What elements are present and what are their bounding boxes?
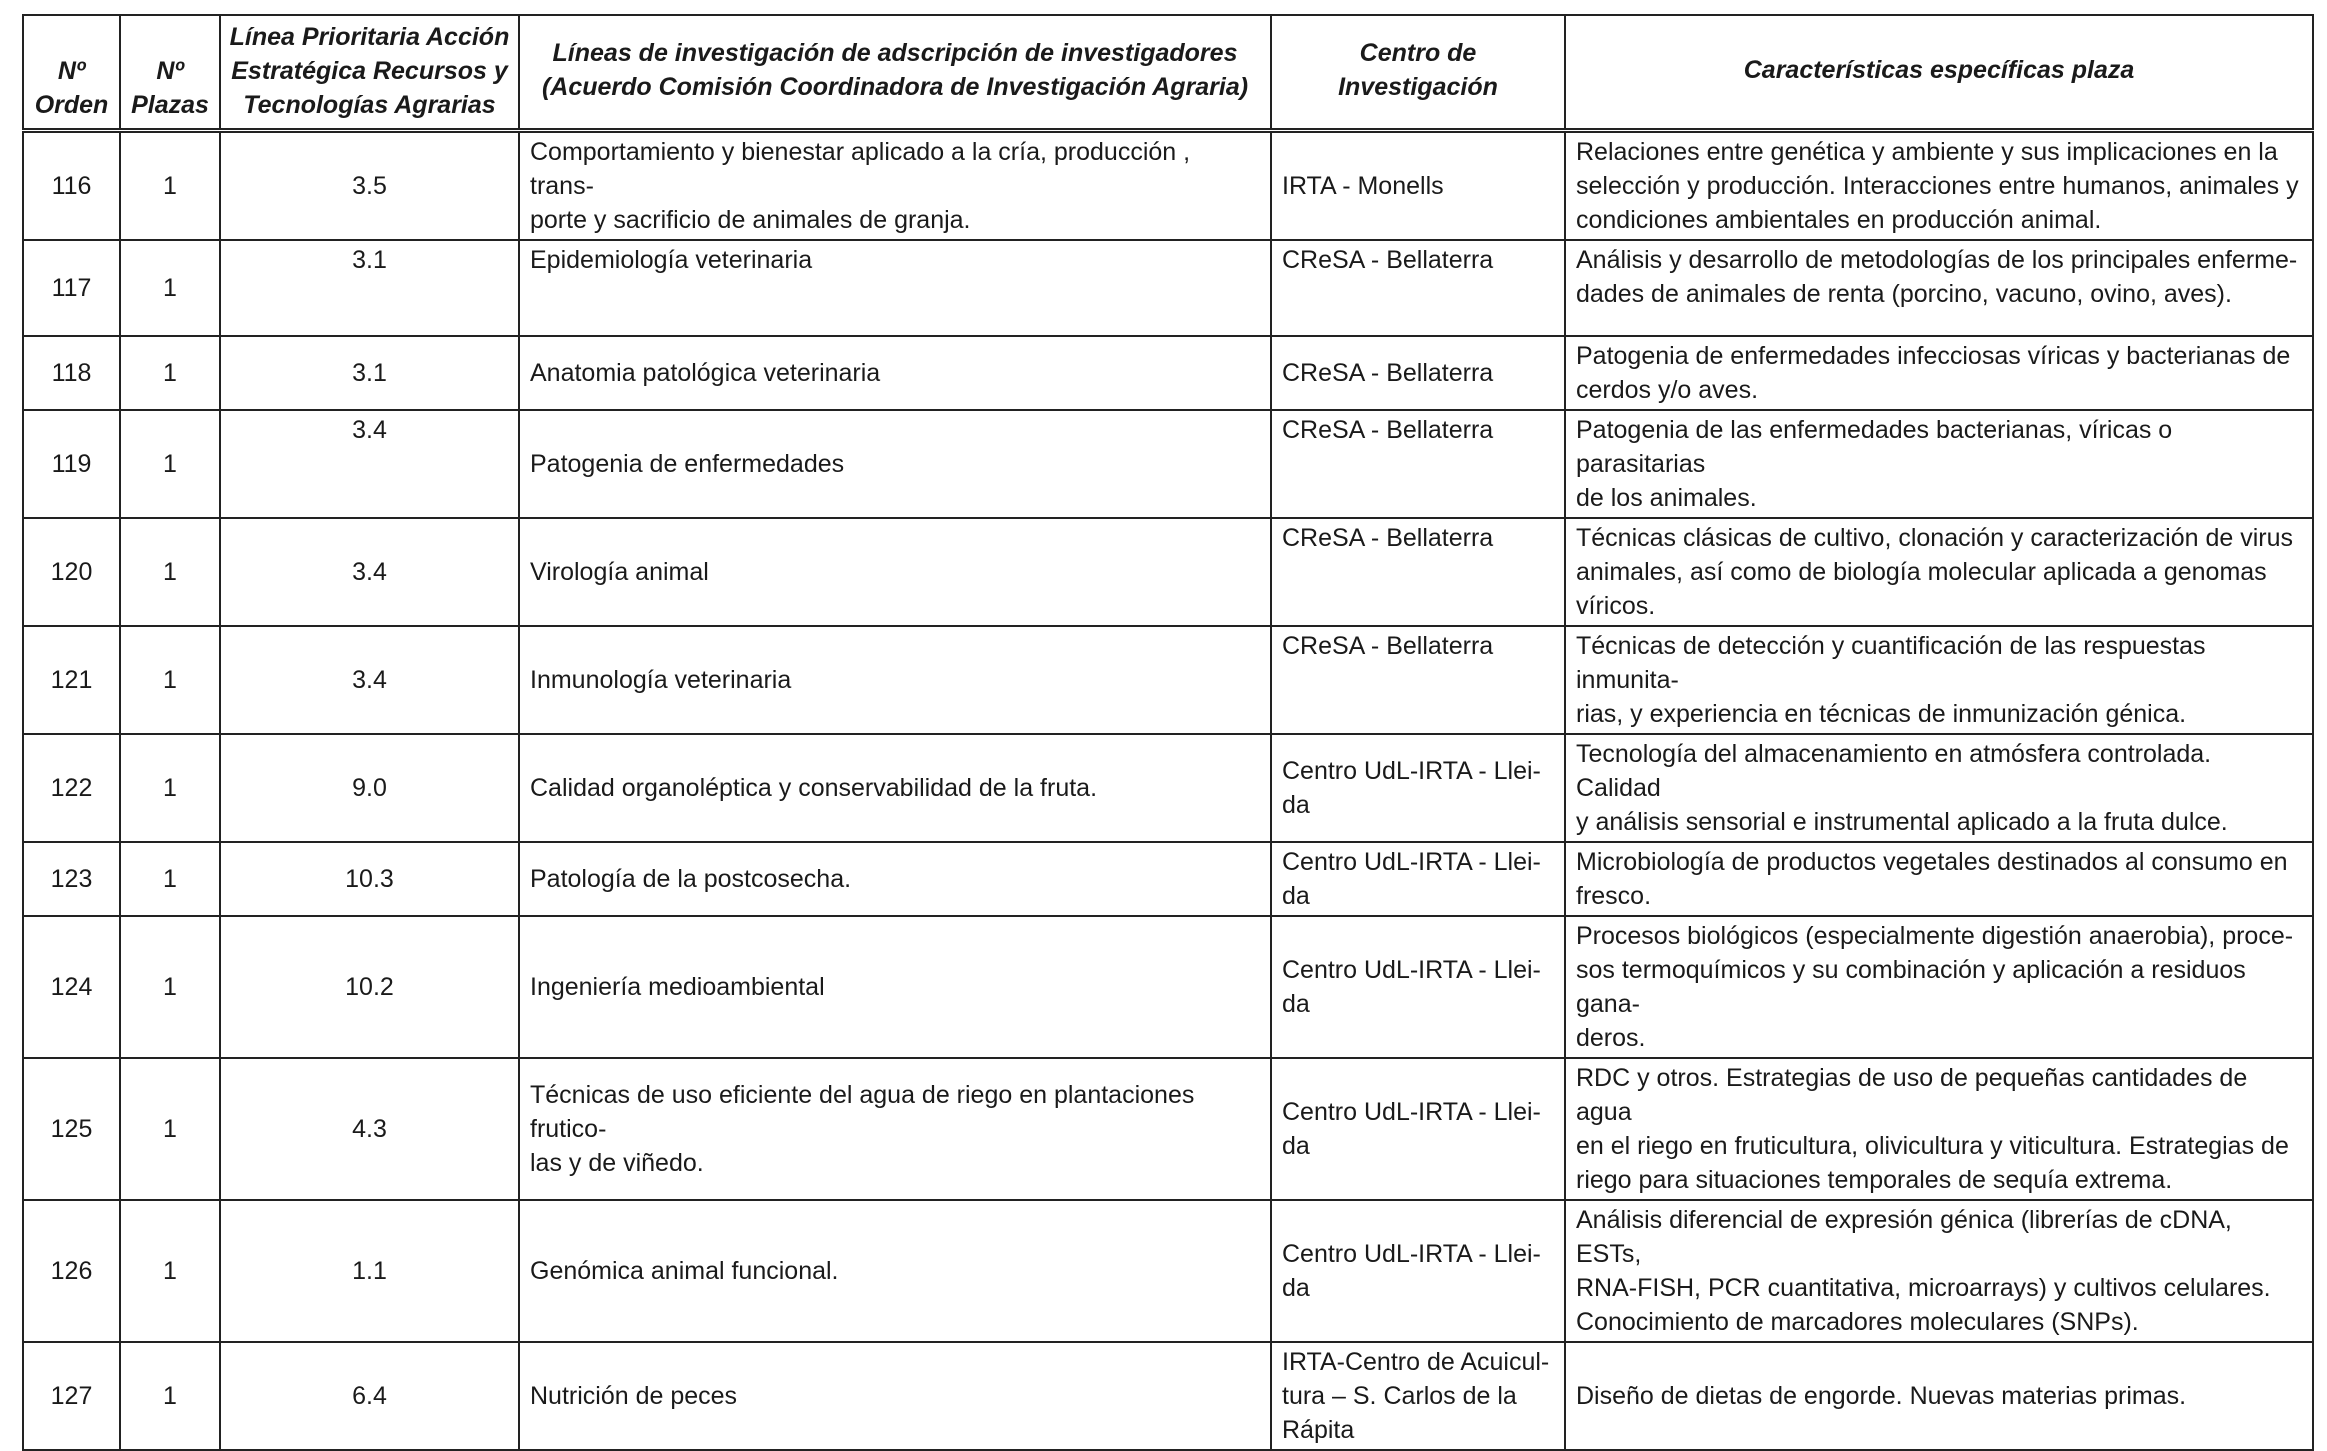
row-centro: Centro UdL-IRTA - Llei- da xyxy=(1271,842,1565,916)
row-linea-prioritaria: 3.1 xyxy=(220,336,519,410)
row-linea-investigacion: Epidemiología veterinaria xyxy=(519,240,1271,336)
row-plazas: 1 xyxy=(120,1342,220,1450)
header-caracteristicas: Características específicas plaza xyxy=(1565,15,2313,131)
table-row xyxy=(23,1058,2313,1200)
row-linea-prioritaria: 10.2 xyxy=(220,916,519,1058)
row-caracteristicas: RDC y otros. Estrategias de uso de pequeñas cantidades de agua en el riego en fruticultura, olivicultura y viticultura. Estrategias de riego para situaciones temporales de sequía extrema. xyxy=(1565,1058,2313,1200)
row-linea-prioritaria: 6.4 xyxy=(220,1342,519,1450)
header-lineas-investigacion: Líneas de investigación de adscripción de investigadores (Acuerdo Comisión Coordinadora de Investigación Agraria) xyxy=(519,15,1271,131)
row-centro: Centro UdL-IRTA - Llei- da xyxy=(1271,1200,1565,1342)
row-orden: 118 xyxy=(23,336,120,410)
row-centro: CReSA - Bellaterra xyxy=(1271,336,1565,410)
header-linea-prioritaria: Línea Prioritaria Acción Estratégica Recursos y Tecnologías Agrarias xyxy=(220,15,519,131)
row-plazas: 1 xyxy=(120,1200,220,1342)
row-orden: 123 xyxy=(23,842,120,916)
row-centro: CReSA - Bellaterra xyxy=(1271,410,1565,518)
row-linea-investigacion: Genómica animal funcional. xyxy=(519,1200,1271,1342)
row-caracteristicas: Análisis y desarrollo de metodologías de los principales enferme- dades de animales de renta (porcino, vacuno, ovino, aves). xyxy=(1565,240,2313,336)
table-row xyxy=(23,240,2313,336)
row-linea-prioritaria: 10.3 xyxy=(220,842,519,916)
row-linea-investigacion: Virología animal xyxy=(519,518,1271,626)
row-linea-investigacion: Técnicas de uso eficiente del agua de riego en plantaciones frutico- las y de viñedo. xyxy=(519,1058,1271,1200)
row-caracteristicas: Análisis diferencial de expresión génica (librerías de cDNA, ESTs, RNA-FISH, PCR cuantitativa, microarrays) y cultivos celulares. Conocimiento de marcadores moleculares (SNPs). xyxy=(1565,1200,2313,1342)
row-orden: 119 xyxy=(23,410,120,518)
row-orden: 127 xyxy=(23,1342,120,1450)
row-plazas: 1 xyxy=(120,518,220,626)
row-linea-prioritaria: 3.5 xyxy=(220,131,519,241)
row-orden: 121 xyxy=(23,626,120,734)
table-row xyxy=(23,518,2313,626)
row-centro: CReSA - Bellaterra xyxy=(1271,240,1565,336)
row-centro: Centro UdL-IRTA - Llei- da xyxy=(1271,734,1565,842)
header-orden: Nº Orden xyxy=(23,15,120,131)
row-caracteristicas: Técnicas de detección y cuantificación de las respuestas inmunita- rias, y experiencia en técnicas de inmunización génica. xyxy=(1565,626,2313,734)
row-plazas: 1 xyxy=(120,131,220,241)
row-orden: 116 xyxy=(23,131,120,241)
row-caracteristicas: Técnicas clásicas de cultivo, clonación y caracterización de virus animales, así como de biología molecular aplicada a genomas víricos. xyxy=(1565,518,2313,626)
row-plazas: 1 xyxy=(120,916,220,1058)
header-plazas: Nº Plazas xyxy=(120,15,220,131)
row-linea-investigacion: Nutrición de peces xyxy=(519,1342,1271,1450)
row-orden: 126 xyxy=(23,1200,120,1342)
row-plazas: 1 xyxy=(120,410,220,518)
row-centro: Centro UdL-IRTA - Llei- da xyxy=(1271,1058,1565,1200)
row-linea-prioritaria: 3.4 xyxy=(220,410,519,518)
row-linea-prioritaria: 3.4 xyxy=(220,626,519,734)
row-caracteristicas: Diseño de dietas de engorde. Nuevas materias primas. xyxy=(1565,1342,2313,1450)
table-row xyxy=(23,626,2313,734)
row-linea-investigacion: Calidad organoléptica y conservabilidad de la fruta. xyxy=(519,734,1271,842)
row-plazas: 1 xyxy=(120,734,220,842)
row-linea-investigacion: Patogenia de enfermedades xyxy=(519,410,1271,518)
row-centro: IRTA - Monells xyxy=(1271,131,1565,241)
row-linea-investigacion: Anatomia patológica veterinaria xyxy=(519,336,1271,410)
document-page xyxy=(22,14,2312,1451)
row-linea-prioritaria: 3.4 xyxy=(220,518,519,626)
row-plazas: 1 xyxy=(120,336,220,410)
row-orden: 125 xyxy=(23,1058,120,1200)
row-plazas: 1 xyxy=(120,240,220,336)
row-plazas: 1 xyxy=(120,842,220,916)
table-row xyxy=(23,1200,2313,1342)
row-caracteristicas: Patogenia de las enfermedades bacterianas, víricas o parasitarias de los animales. xyxy=(1565,410,2313,518)
row-plazas: 1 xyxy=(120,1058,220,1200)
table-row xyxy=(23,916,2313,1058)
row-caracteristicas: Tecnología del almacenamiento en atmósfera controlada. Calidad y análisis sensorial e instrumental aplicado a la fruta dulce. xyxy=(1565,734,2313,842)
row-caracteristicas: Microbiología de productos vegetales destinados al consumo en fresco. xyxy=(1565,842,2313,916)
table-row xyxy=(23,734,2313,842)
table-row xyxy=(23,842,2313,916)
row-caracteristicas: Procesos biológicos (especialmente digestión anaerobia), proce- sos termoquímicos y su combinación y aplicación a residuos gana- deros. xyxy=(1565,916,2313,1058)
row-orden: 122 xyxy=(23,734,120,842)
table-row xyxy=(23,1342,2313,1450)
row-linea-prioritaria: 4.3 xyxy=(220,1058,519,1200)
table-row xyxy=(23,131,2313,241)
row-linea-investigacion: Patología de la postcosecha. xyxy=(519,842,1271,916)
row-centro: CReSA - Bellaterra xyxy=(1271,518,1565,626)
row-linea-prioritaria: 1.1 xyxy=(220,1200,519,1342)
row-caracteristicas: Relaciones entre genética y ambiente y sus implicaciones en la selección y producción. Interacciones entre humanos, animales y condiciones ambientales en producción animal. xyxy=(1565,131,2313,241)
plazas-table xyxy=(22,14,2314,1451)
row-caracteristicas: Patogenia de enfermedades infecciosas víricas y bacterianas de cerdos y/o aves. xyxy=(1565,336,2313,410)
row-linea-prioritaria: 9.0 xyxy=(220,734,519,842)
table-row xyxy=(23,410,2313,518)
header-centro: Centro de Investigación xyxy=(1271,15,1565,131)
row-centro: Centro UdL-IRTA - Llei- da xyxy=(1271,916,1565,1058)
row-orden: 124 xyxy=(23,916,120,1058)
table-row xyxy=(23,336,2313,410)
row-orden: 120 xyxy=(23,518,120,626)
row-linea-investigacion: Comportamiento y bienestar aplicado a la cría, producción , trans- porte y sacrificio de animales de granja. xyxy=(519,131,1271,241)
row-linea-investigacion: Ingeniería medioambiental xyxy=(519,916,1271,1058)
row-linea-investigacion: Inmunología veterinaria xyxy=(519,626,1271,734)
row-orden: 117 xyxy=(23,240,120,336)
row-plazas: 1 xyxy=(120,626,220,734)
row-centro: CReSA - Bellaterra xyxy=(1271,626,1565,734)
table-header-row xyxy=(23,15,2313,131)
row-linea-prioritaria: 3.1 xyxy=(220,240,519,336)
row-centro: IRTA-Centro de Acuicul- tura – S. Carlos de la Rápita xyxy=(1271,1342,1565,1450)
